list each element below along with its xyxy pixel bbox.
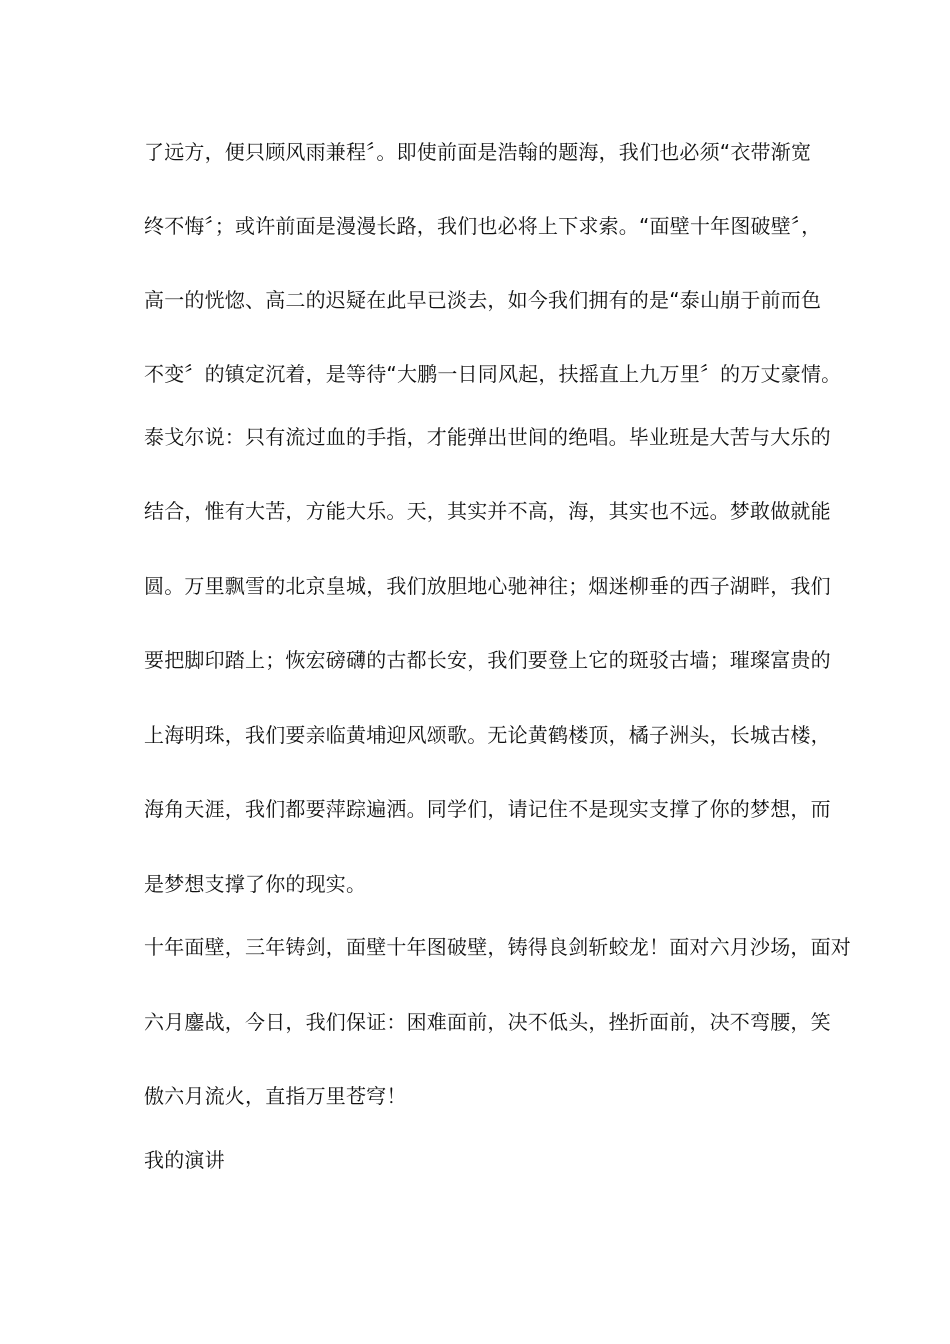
text-line: 傲六月流火，直指万里苍穹！ bbox=[144, 1084, 407, 1108]
text-line: 终不悔〞；或许前面是漫漫长路，我们也必将上下求索。“面壁十年图破壁〞， bbox=[144, 214, 822, 238]
text-line: 十年面壁，三年铸剑，面壁十年图破壁，铸得良剑斩蛟龙！面对六月沙场，面对 bbox=[144, 935, 851, 959]
text-line: 高一的恍惚、高二的迟疑在此早已淡去，如今我们拥有的是“泰山崩于前而色 bbox=[144, 288, 822, 312]
text-line: 六月鏖战，今日，我们保证：困难面前，决不低头，挫折面前，决不弯腰，笑 bbox=[144, 1010, 831, 1034]
text-line: 结合，惟有大苦，方能大乐。天，其实并不高，海，其实也不远。梦敢做就能 bbox=[144, 499, 831, 523]
text-line: 要把脚印踏上；恢宏磅礴的古都长安，我们要登上它的斑驳古墙；璀璨富贵的 bbox=[144, 648, 831, 672]
text-line: 泰戈尔说：只有流过血的手指，才能弹出世间的绝唱。毕业班是大苦与大乐的 bbox=[144, 425, 831, 449]
text-line: 不变〞的镇定沉着，是等待“大鹏一日同风起，扶摇直上九万里〞的万丈豪情。 bbox=[144, 362, 842, 386]
text-line-heading: 我的演讲 bbox=[144, 1148, 225, 1172]
text-line: 是梦想支撑了你的现实。 bbox=[144, 872, 367, 896]
text-line: 上海明珠，我们要亲临黄埔迎风颂歌。无论黄鹤楼顶，橘子洲头，长城古楼， bbox=[144, 723, 831, 747]
text-line: 了远方，便只顾风雨兼程〞。即使前面是浩翰的题海，我们也必须“衣带渐宽 bbox=[144, 140, 812, 164]
text-line: 海角天涯，我们都要萍踪遍洒。同学们，请记住不是现实支撑了你的梦想，而 bbox=[144, 797, 831, 821]
text-line: 圆。万里飘雪的北京皇城，我们放胆地心驰神往；烟迷柳垂的西子湖畔，我们 bbox=[144, 574, 831, 598]
